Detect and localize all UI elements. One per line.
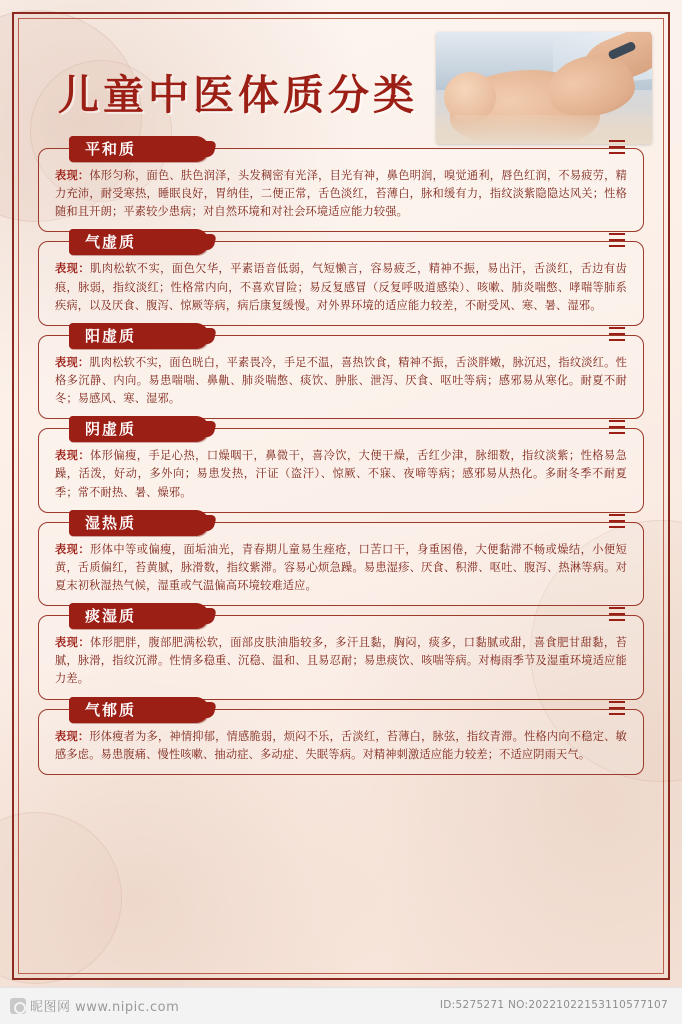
watermark bbox=[10, 996, 179, 1015]
section-box bbox=[38, 513, 644, 606]
tick-ornament-icon bbox=[609, 514, 625, 532]
watermark-text: 昵图网 www.nipic.com bbox=[30, 1000, 180, 1015]
section-body bbox=[55, 260, 627, 314]
section-keyword: 表现： bbox=[55, 449, 91, 463]
site-logo-icon bbox=[10, 998, 26, 1014]
corner-ornament-top-left bbox=[12, 12, 38, 38]
tick-ornament-icon bbox=[609, 140, 625, 158]
section-keyword: 表现： bbox=[55, 542, 91, 556]
tick-ornament-icon bbox=[609, 327, 625, 345]
section-body bbox=[55, 354, 627, 408]
section-keyword: 表现： bbox=[55, 169, 90, 182]
constitution-section bbox=[38, 326, 644, 419]
section-body bbox=[55, 167, 627, 221]
section-text: 形体中等或偏瘦，面垢油光，青春期儿童易生痤疮，口苦口干，身重困倦，大便黏滞不畅或燥结，小便短黄，舌质偏红，苔黄腻，脉滑数，指纹紫滞。容易心烦急躁。易患湿疹、厌食、积滞、呕吐、腹泻、热淋等病。对夏末初秋湿热气候，湿重或气温偏高环境较难适应。 bbox=[55, 542, 627, 592]
section-text: 肌肉松软不实，面色晄白，平素畏冷，手足不温，喜热饮食，精神不振，舌淡胖嫩，脉沉迟，指纹淡红。性格多沉静、内向。易患喘喘、鼻鼽、肺炎喘憋、痰饮、肿胀、泄泻、厌食、呕吐等病；感邪易从寒化。耐夏不耐冬；易感风、寒、湿邪。 bbox=[55, 355, 627, 406]
section-text: 体形匀称，面色、肤色润泽，头发稠密有光泽，目光有神，鼻色明润，嗅觉通利，唇色红润，不易疲劳，精力充沛，耐受寒热，睡眠良好，胃纳佳，二便正常，舌色淡红，苔薄白，脉和缓有力，指纹淡紫隐隐达风关；性格随和且开朗；平素较少患病；对自然环境和对社会环境适应能力较强。 bbox=[55, 169, 627, 219]
section-text: 体形肥胖，腹部肥满松软，面部皮肤油脂较多，多汗且黏，胸闷，痰多，口黏腻或甜，喜食肥甘甜黏，苔腻，脉滑，指纹沉滞。性情多稳重、沉稳、温和、且易忍耐；易患痰饮、咳喘等病。对梅雨季节及湿重环境适应能力差。 bbox=[55, 636, 627, 686]
section-body bbox=[55, 634, 627, 688]
section-body bbox=[55, 447, 627, 501]
section-keyword: 表现： bbox=[55, 262, 91, 276]
section-box bbox=[38, 607, 644, 699]
corner-ornament-bottom-left bbox=[12, 954, 38, 980]
section-label: 阳虚质 bbox=[69, 323, 209, 349]
page-title: 儿童中医体质分类 bbox=[58, 71, 418, 119]
section-label: 气郁质 bbox=[69, 697, 209, 723]
constitution-section bbox=[38, 420, 644, 512]
tick-ornament-icon bbox=[609, 607, 625, 625]
section-label: 湿热质 bbox=[69, 510, 209, 536]
section-keyword: 表现： bbox=[55, 636, 91, 650]
section-label: 平和质 bbox=[69, 136, 209, 162]
section-box bbox=[38, 140, 644, 232]
section-label: 痰湿质 bbox=[69, 603, 209, 629]
baby-massage-photo bbox=[436, 32, 652, 144]
tick-ornament-icon bbox=[609, 420, 625, 438]
document-id: ID:5275271 NO:20221022153110577107 bbox=[439, 999, 668, 1011]
tick-ornament-icon bbox=[609, 233, 625, 251]
constitution-section bbox=[38, 607, 644, 699]
constitution-section-list bbox=[38, 140, 644, 784]
section-box bbox=[38, 420, 644, 512]
constitution-section bbox=[38, 513, 644, 606]
constitution-section bbox=[38, 233, 644, 325]
section-keyword: 表现： bbox=[55, 729, 90, 743]
section-label: 气虚质 bbox=[69, 229, 209, 255]
section-body bbox=[55, 541, 627, 595]
section-keyword: 表现： bbox=[55, 355, 90, 369]
constitution-section bbox=[38, 700, 644, 775]
section-box bbox=[38, 233, 644, 325]
section-box bbox=[38, 326, 644, 419]
tick-ornament-icon bbox=[609, 701, 625, 719]
constitution-section bbox=[38, 140, 644, 232]
section-text: 形体瘦者为多，神情抑郁，情感脆弱，烦闷不乐，舌淡红，苔薄白，脉弦，指纹青滞。性格内向不稳定、敏感多虑。易患腹痛、慢性咳嗽、抽动症、多动症、失眠等病。对精神刺激适应能力较差；不适应阴雨天气。 bbox=[55, 729, 627, 761]
section-body bbox=[55, 728, 627, 764]
section-box bbox=[38, 700, 644, 775]
footer-bar bbox=[0, 987, 682, 1024]
section-label: 阴虚质 bbox=[69, 416, 209, 442]
corner-ornament-bottom-right bbox=[644, 954, 670, 980]
section-text: 肌肉松软不实，面色欠华，平素语音低弱，气短懒言，容易疲乏，精神不振，易出汗，舌淡红，舌边有齿痕，脉弱，指纹淡红；性格常内向，不喜欢冒险；易反复感冒（反复呼吸道感染）、咳嗽、肺炎喘憋、哮喘等肺系疾病，以及厌食、腹泻、惊厥等病，病后康复缓慢。对外界环境的适应能力较差，不耐受风、寒、暑、湿邪。 bbox=[55, 262, 627, 312]
section-text: 体形偏瘦，手足心热，口燥咽干，鼻微干，喜冷饮，大便干燥，舌红少津，脉细数，指纹淡紫；性格易急躁，活泼，好动，多外向；易患发热，汗证（盗汗）、惊厥、不寐、夜啼等病；感邪易从热化。多耐冬季不耐夏季；常不耐热、暑、燥邪。 bbox=[55, 449, 627, 499]
